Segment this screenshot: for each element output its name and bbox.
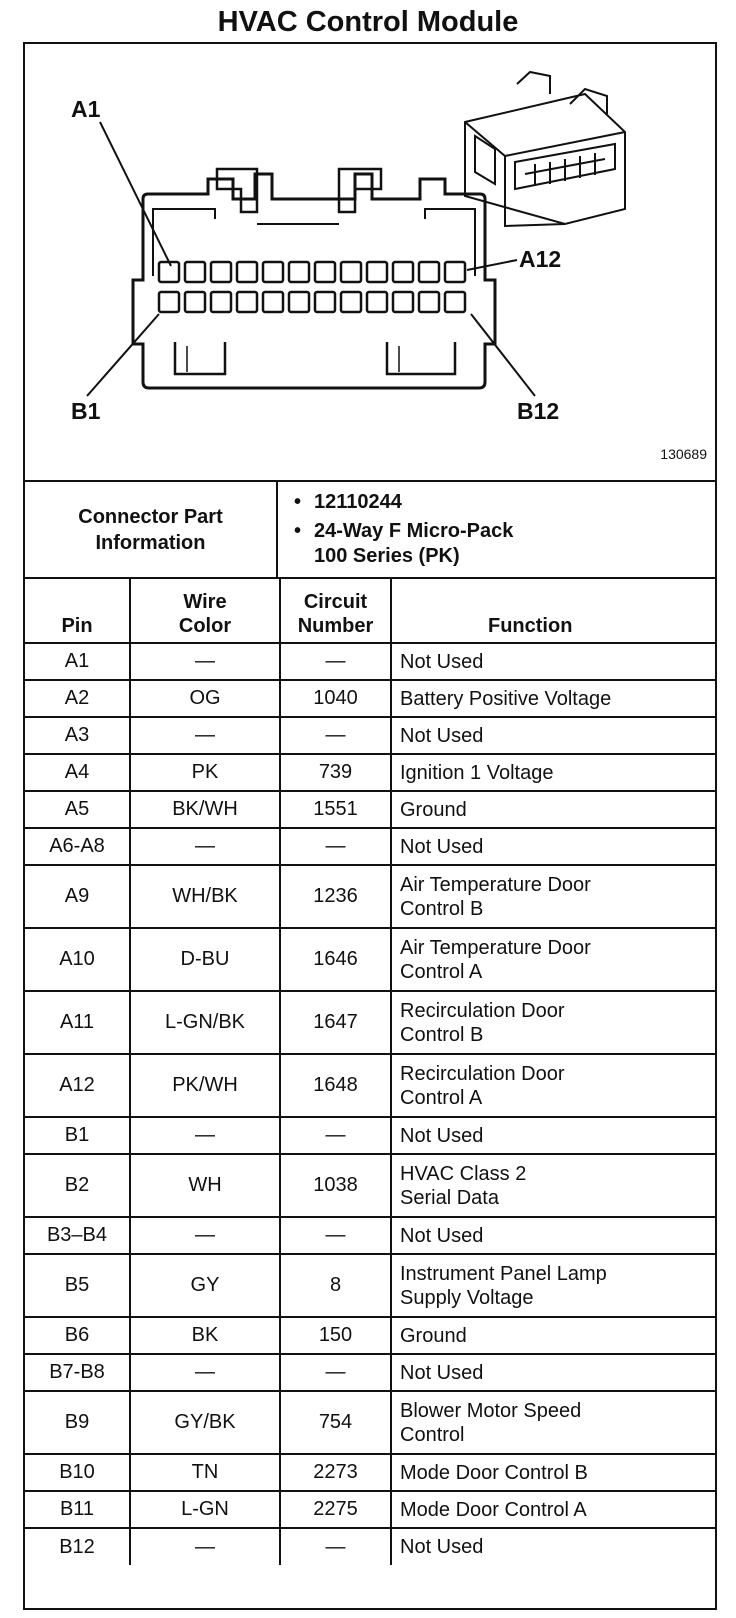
function-line: Recirculation Door [400, 999, 565, 1022]
cell-function [391, 1454, 715, 1491]
function-line: Air Temperature Door [400, 873, 591, 896]
function-line: Ground [400, 1324, 467, 1347]
cell-circuit-number: 1040 [280, 680, 391, 717]
cell-circuit-number: — [280, 717, 391, 754]
pin-cavity [367, 292, 387, 312]
table-row [25, 1217, 715, 1254]
cell-circuit-number: 150 [280, 1317, 391, 1354]
table-row [25, 1254, 715, 1317]
table-row [25, 791, 715, 828]
cell-circuit-number: — [280, 1354, 391, 1391]
function-line: Not Used [400, 650, 484, 673]
function-line: Ignition 1 Voltage [400, 761, 554, 784]
cell-wire-color: — [130, 1117, 280, 1154]
cell-circuit-number: 8 [280, 1254, 391, 1317]
cell-wire-color: WH [130, 1154, 280, 1217]
table-row [25, 865, 715, 928]
header-function: Function [391, 579, 715, 643]
function-line: Not Used [400, 835, 484, 858]
pin-label-b12: B12 [517, 398, 560, 424]
cell-function [391, 1391, 715, 1454]
cell-circuit-number: — [280, 1528, 391, 1565]
cell-function [391, 1117, 715, 1154]
cell-wire-color: GY [130, 1254, 280, 1317]
function-line: Not Used [400, 1361, 484, 1384]
cell-wire-color: PK/WH [130, 1054, 280, 1117]
function-line: Control B [400, 897, 484, 920]
cell-pin: B2 [25, 1154, 130, 1217]
cell-wire-color: L-GN/BK [130, 991, 280, 1054]
cell-pin: B11 [25, 1491, 130, 1528]
connector-face-drawing [25, 44, 715, 480]
table-row [25, 680, 715, 717]
function-line: Serial Data [400, 1186, 499, 1209]
page-title: HVAC Control Module [217, 6, 519, 38]
connector-isometric-sketch [465, 72, 625, 226]
connector-diagram [25, 44, 715, 482]
cell-pin: A4 [25, 754, 130, 791]
cell-circuit-number: — [280, 643, 391, 680]
table-row [25, 754, 715, 791]
function-line: Not Used [400, 724, 484, 747]
cell-wire-color: — [130, 717, 280, 754]
table-row [25, 1354, 715, 1391]
function-line: Control B [400, 1023, 484, 1046]
table-row [25, 991, 715, 1054]
pin-label-a1: A1 [71, 96, 101, 122]
cell-function [391, 1254, 715, 1317]
cell-wire-color: PK [130, 754, 280, 791]
cell-function [391, 791, 715, 828]
function-line: Control A [400, 960, 483, 983]
cell-function [391, 991, 715, 1054]
table-row [25, 1154, 715, 1217]
cell-circuit-number: — [280, 1217, 391, 1254]
cell-function [391, 865, 715, 928]
function-line: Not Used [400, 1536, 484, 1558]
cell-circuit-number: 1551 [280, 791, 391, 828]
function-line: Instrument Panel Lamp [400, 1262, 607, 1285]
function-line: Mode Door Control B [400, 1461, 588, 1484]
cell-function [391, 1354, 715, 1391]
table-row [25, 1117, 715, 1154]
cell-wire-color: GY/BK [130, 1391, 280, 1454]
cell-wire-color: — [130, 1354, 280, 1391]
pin-cavity [315, 262, 335, 282]
function-line: Control [400, 1423, 465, 1446]
connector-part-info-label [25, 482, 278, 577]
pin-label-b1: B1 [71, 398, 101, 424]
cell-pin: A1 [25, 643, 130, 680]
table-row [25, 717, 715, 754]
pin-cavity [211, 292, 231, 312]
cell-pin: B1 [25, 1117, 130, 1154]
cell-wire-color: BK/WH [130, 791, 280, 828]
pin-label-a12: A12 [519, 246, 562, 272]
pin-cavity [419, 262, 439, 282]
cell-circuit-number: 754 [280, 1391, 391, 1454]
pin-cavity [367, 262, 387, 282]
cell-circuit-number: 739 [280, 754, 391, 791]
cell-wire-color: WH/BK [130, 865, 280, 928]
cell-circuit-number: 2275 [280, 1491, 391, 1528]
cell-function [391, 1054, 715, 1117]
pin-cavity [159, 262, 179, 282]
lower-key-left [175, 342, 225, 374]
header-circuit-number: Circuit Number [280, 579, 391, 643]
connector-description-line1: • 24-Way F Micro-Pack [314, 519, 715, 544]
table-header-row [25, 579, 715, 643]
cell-pin: A5 [25, 791, 130, 828]
pin-cavity [341, 292, 361, 312]
cell-pin: B5 [25, 1254, 130, 1317]
cell-pin: A11 [25, 991, 130, 1054]
pin-cavity [237, 292, 257, 312]
connector-part-info [25, 482, 715, 579]
document-frame [23, 42, 717, 1610]
header-wire-color: Wire Color [130, 579, 280, 643]
cell-function [391, 1217, 715, 1254]
cell-wire-color: L-GN [130, 1491, 280, 1528]
cell-wire-color: OG [130, 680, 280, 717]
table-row [25, 643, 715, 680]
table-row [25, 1491, 715, 1528]
pin-cavity [315, 292, 335, 312]
function-line: Not Used [400, 1124, 484, 1147]
cell-pin: B7-B8 [25, 1354, 130, 1391]
pin-cavity [341, 262, 361, 282]
cell-wire-color: BK [130, 1317, 280, 1354]
cell-pin: A9 [25, 865, 130, 928]
cell-pin: B9 [25, 1391, 130, 1454]
table-row [25, 1317, 715, 1354]
cell-circuit-number: 1038 [280, 1154, 391, 1217]
cell-pin: B6 [25, 1317, 130, 1354]
cell-circuit-number: 1236 [280, 865, 391, 928]
table-row [25, 1528, 715, 1565]
cell-circuit-number: — [280, 1117, 391, 1154]
latch-tab-left [217, 169, 257, 212]
cell-circuit-number: 2273 [280, 1454, 391, 1491]
function-line: Control A [400, 1086, 483, 1109]
cell-circuit-number: — [280, 828, 391, 865]
cell-wire-color: TN [130, 1454, 280, 1491]
table-row [25, 1391, 715, 1454]
cell-function [391, 828, 715, 865]
cell-pin: A2 [25, 680, 130, 717]
cell-function [391, 680, 715, 717]
cell-function [391, 1154, 715, 1217]
cell-wire-color: — [130, 643, 280, 680]
pin-cavity [263, 292, 283, 312]
cell-function [391, 1528, 715, 1565]
cell-function [391, 717, 715, 754]
cell-pin: B3–B4 [25, 1217, 130, 1254]
function-line: Battery Positive Voltage [400, 687, 612, 710]
cell-pin: A10 [25, 928, 130, 991]
table-row [25, 1054, 715, 1117]
cell-function [391, 928, 715, 991]
pin-cavity [237, 262, 257, 282]
pin-cavity [211, 262, 231, 282]
table-row [25, 928, 715, 991]
cell-function [391, 1491, 715, 1528]
pin-cavity [289, 262, 309, 282]
cell-wire-color: D-BU [130, 928, 280, 991]
pin-cavity [419, 292, 439, 312]
cell-function [391, 643, 715, 680]
pin-cavity [289, 292, 309, 312]
cell-pin: B10 [25, 1454, 130, 1491]
connector-info-label-line1: Connector Part [78, 505, 223, 528]
function-line: HVAC Class 2 [400, 1162, 527, 1185]
table-row [25, 1454, 715, 1491]
pin-cavity [263, 262, 283, 282]
function-line: Supply Voltage [400, 1286, 534, 1309]
cell-circuit-number: 1647 [280, 991, 391, 1054]
pin-cavity [159, 292, 179, 312]
cell-pin: A3 [25, 717, 130, 754]
cell-wire-color: — [130, 1528, 280, 1565]
cell-pin: A6-A8 [25, 828, 130, 865]
cell-function [391, 754, 715, 791]
function-line: Mode Door Control A [400, 1498, 587, 1521]
connector-part-info-values [278, 482, 715, 577]
pin-cavity [185, 292, 205, 312]
connector-info-label-line2: Information [95, 531, 206, 554]
pin-cavity [393, 262, 413, 282]
cell-wire-color: — [130, 1217, 280, 1254]
pin-cavity [185, 262, 205, 282]
pin-cavity [393, 292, 413, 312]
cell-function [391, 1317, 715, 1354]
function-line: Ground [400, 798, 467, 821]
function-line: Blower Motor Speed [400, 1399, 582, 1422]
table-row [25, 828, 715, 865]
cell-wire-color: — [130, 828, 280, 865]
function-line: Not Used [400, 1224, 484, 1247]
cell-pin: B12 [25, 1528, 130, 1565]
header-pin: Pin [25, 579, 130, 643]
lower-key-right [387, 342, 455, 374]
function-line: Recirculation Door [400, 1062, 565, 1085]
cell-pin: A12 [25, 1054, 130, 1117]
cell-circuit-number: 1646 [280, 928, 391, 991]
pin-cavity [445, 292, 465, 312]
pin-table [25, 579, 715, 1565]
figure-number: 130689 [660, 446, 707, 462]
function-line: Air Temperature Door [400, 936, 591, 959]
connector-description-line2: 100 Series (PK) [314, 545, 460, 567]
pin-cavity [445, 262, 465, 282]
cell-circuit-number: 1648 [280, 1054, 391, 1117]
part-number: • 12110244 [314, 490, 715, 515]
